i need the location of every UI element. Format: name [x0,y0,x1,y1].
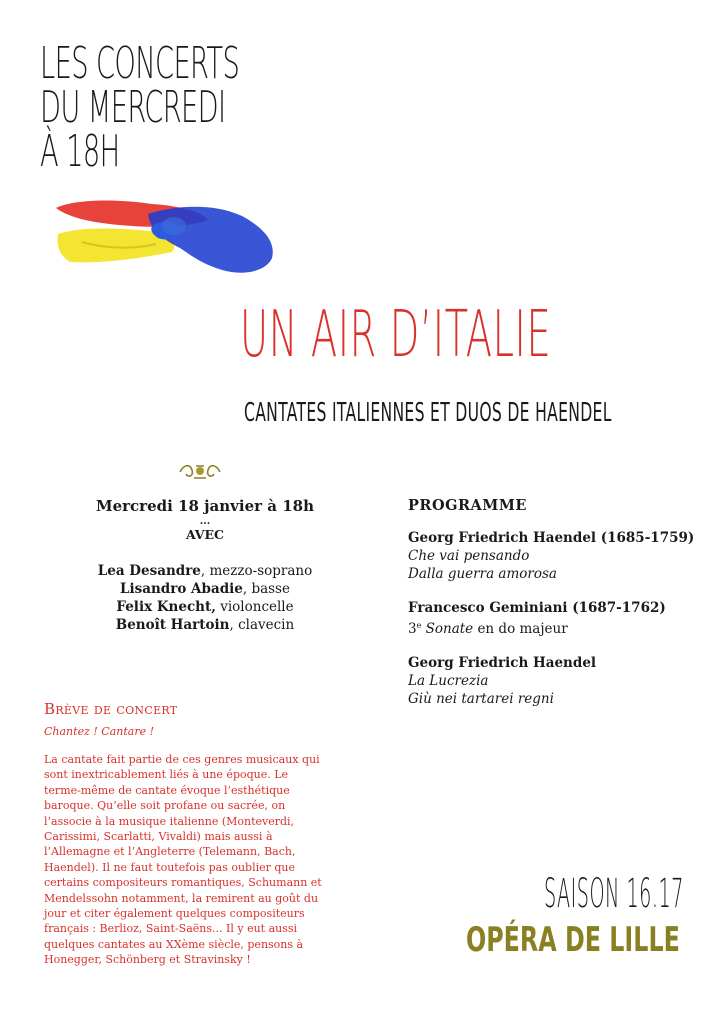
concert-info [60,496,350,634]
performer-role: , clavecin [229,617,295,633]
performer-role: violoncelle [215,599,294,615]
season-label: SAISON 16.17 [544,871,684,917]
performer-role: , basse [242,581,290,597]
ornament-icon [176,462,224,482]
program-block [408,599,708,638]
dots-separator: ... [199,516,211,527]
work-ordinal: 3 [408,621,417,637]
work-title: Sonate [421,621,474,637]
composer: Georg Friedrich Haendel [408,655,597,671]
work: Dalla guerra amorosa [408,566,557,582]
program [408,497,708,724]
work-key: en do majeur [473,621,568,637]
composer: Francesco Geminiani (1687-1762) [408,600,666,616]
series-line-1: LES CONCERTS [40,38,240,89]
breve-title: Brève de concert [44,700,178,718]
work: Che vai pensando [408,548,530,564]
work-ordinal-suffix: e [416,621,422,630]
work [408,617,708,638]
performer [60,580,350,598]
performer-name: Lea Desandre [97,563,201,579]
performer-name: Lisandro Abadie [120,581,243,597]
program-block [408,529,708,583]
performer [60,562,350,580]
concert-date: Mercredi 18 janvier à 18h [96,497,314,515]
breve-section [44,700,324,968]
performer-name: Felix Knecht, [116,599,216,615]
watercolor-illustration [52,186,278,278]
concert-subtitle: CANTATES ITALIENNES ET DUOS DE HAENDEL [244,398,612,428]
series-title [40,38,240,177]
performer-role: , mezzo-soprano [200,563,313,579]
composer: Georg Friedrich Haendel (1685-1759) [408,530,695,546]
breve-subtitle: Chantez ! Cantare ! [44,725,155,738]
program-heading: PROGRAMME [408,497,527,514]
with-label: AVEC [186,527,224,542]
performer-name: Benoît Hartoin [115,617,230,633]
breve-body: La cantate fait partie de ces genres musicaux qui sont inextricablement liés à une époque. Le terme-même de cantate évoque l’esthétique baroque. Qu’elle soit profane ou sacrée, on l’associe à la musique italienne (Monteverdi, Carissimi, Scarlatti, Vivaldi) mais aussi à l’Allemagne et l’Angleterre (Telemann, Bach, Haendel). Il ne faut toutefois pas oublier que certains compositeurs romantiques, Schumann et Mendelssohn notamment, la remirent au goût du jour et citer également quelques compositeurs français : Berlioz, Saint-Saëns... Il y eut aussi quelques cantates au XXème siècle, pensons à Honegger, Schönberg et Stravinsky ! [44,753,322,967]
series-line-2: DU MERCREDI [40,82,226,133]
performer [60,598,350,616]
series-line-3: À 18H [40,126,120,177]
work: Giù nei tartarei regni [408,691,554,707]
venue-logo: OPÉRA DE LILLE [466,920,680,960]
program-block [408,654,708,708]
work: La Lucrezia [408,673,489,689]
performer [60,616,350,634]
concert-title: UN AIR D’ITALIE [240,298,552,372]
